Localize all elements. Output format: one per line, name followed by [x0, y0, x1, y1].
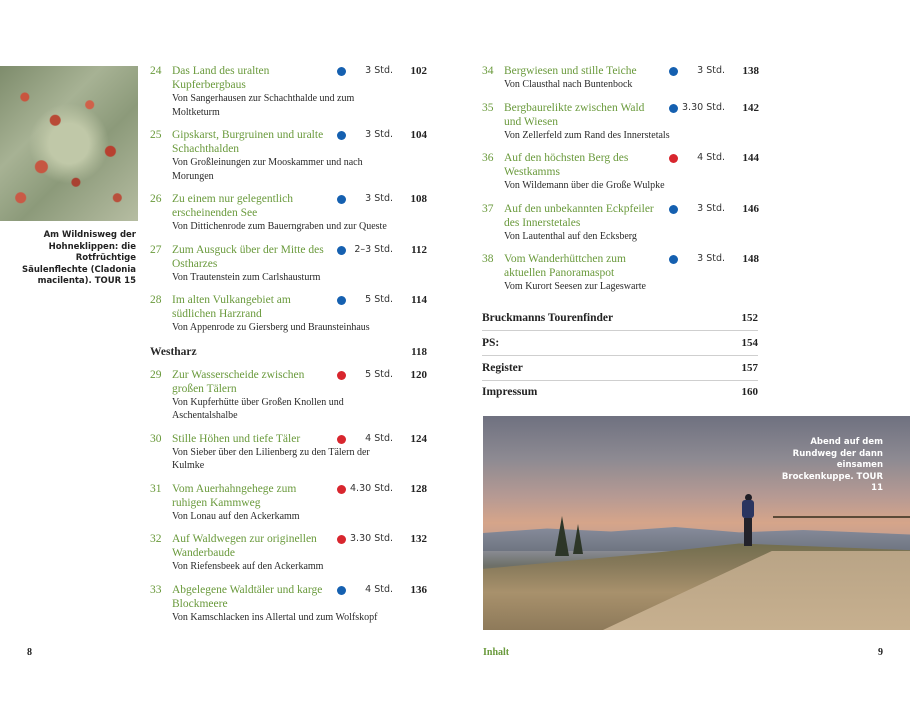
divider — [482, 330, 758, 331]
difficulty-dot-icon — [337, 296, 346, 305]
appendix-label: Impressum — [482, 386, 538, 398]
sunset-photo-caption: Abend auf dem Rundweg der dann einsamen Brockenkuppe. TOUR 11 — [781, 437, 883, 493]
tour-title[interactable]: Abgelegene Waldtäler und karge Blockmeere — [172, 583, 323, 610]
tour-duration: 5 Std. — [365, 294, 393, 305]
toc-list-right — [482, 64, 764, 303]
wooden-fence — [773, 516, 910, 532]
tour-number: 27 — [150, 243, 162, 256]
toc-entry-26[interactable] — [150, 192, 432, 234]
tour-route: Von Clausthal nach Buntenbock — [504, 79, 633, 90]
page-folio-right: 9 — [878, 647, 883, 658]
tour-page: 136 — [410, 583, 427, 596]
tour-route: Von Sangerhausen zur Schachthalde und zum Moltketurm — [172, 93, 355, 118]
running-head: Inhalt — [483, 647, 510, 658]
section-heading-westharz[interactable] — [150, 344, 432, 360]
toc-entry-25[interactable] — [150, 128, 432, 183]
hiker-figure — [741, 494, 755, 546]
difficulty-dot-icon — [669, 67, 678, 76]
tour-duration: 3 Std. — [697, 65, 725, 76]
toc-entry-32[interactable] — [150, 532, 432, 574]
tour-route: Von Trautenstein zum Carlshausturm — [172, 271, 321, 283]
hiker-backpack — [742, 500, 754, 518]
tour-duration: 2–3 Std. — [354, 243, 393, 255]
appendix-label: PS: — [482, 337, 500, 349]
tour-duration: 3 Std. — [697, 253, 725, 264]
appendix-register[interactable] — [482, 359, 758, 377]
difficulty-dot-icon — [337, 485, 346, 494]
appendix-page: 154 — [741, 337, 758, 349]
tour-title[interactable]: Das Land des uralten Kupferbergbaus — [172, 65, 270, 91]
tour-duration: 4 Std. — [365, 583, 393, 595]
tour-route: Von Lautenthal auf den Ecksberg — [504, 230, 637, 242]
difficulty-dot-icon — [337, 535, 346, 544]
divider — [482, 380, 758, 381]
toc-entry-36[interactable] — [482, 151, 764, 193]
difficulty-dot-icon — [337, 246, 346, 255]
tour-number: 34 — [482, 65, 494, 77]
page-folio-left: 8 — [27, 647, 32, 658]
tour-page: 142 — [742, 101, 759, 114]
difficulty-dot-icon — [337, 586, 346, 595]
tour-page: 112 — [411, 243, 427, 256]
tour-number: 32 — [150, 533, 162, 545]
difficulty-dot-icon — [337, 67, 346, 76]
tour-route: Von Riefensbeek auf den Ackerkamm — [172, 561, 324, 572]
toc-entry-30[interactable] — [150, 432, 432, 473]
toc-entry-33[interactable] — [150, 583, 432, 625]
tour-page: 108 — [410, 193, 427, 205]
lichen-photo — [0, 66, 138, 221]
tour-page: 104 — [410, 129, 427, 141]
tour-duration: 4 Std. — [365, 432, 393, 444]
tour-number: 38 — [482, 253, 494, 265]
tour-number: 36 — [482, 152, 494, 164]
tour-page: 114 — [411, 294, 427, 306]
tour-page: 138 — [742, 65, 759, 77]
tour-route: Von Kupferhütte über Großen Knollen und Aschentalshalbe — [172, 396, 344, 421]
tour-title[interactable]: Im alten Vulkangebiet am südlichen Harzrand — [172, 294, 291, 320]
tour-page: 144 — [742, 152, 759, 164]
toc-entry-37[interactable] — [482, 202, 764, 244]
tour-page: 132 — [410, 533, 427, 545]
tour-number: 25 — [150, 129, 162, 141]
tour-duration: 4.30 Std. — [350, 482, 393, 494]
difficulty-dot-icon — [337, 371, 346, 380]
tour-duration: 3.30 Std. — [350, 533, 393, 544]
difficulty-dot-icon — [669, 104, 678, 113]
appendix-label: Bruckmanns Tourenfinder — [482, 312, 614, 324]
tour-title[interactable]: Zu einem nur gelegentlich erscheinenden See — [172, 193, 294, 219]
tour-number: 31 — [150, 482, 162, 495]
difficulty-dot-icon — [337, 131, 346, 140]
appendix-label: Register — [482, 362, 523, 374]
tour-number: 29 — [150, 368, 162, 381]
tour-route: Von Zellerfeld zum Rand des Innerstetals — [504, 129, 670, 141]
toc-entry-38[interactable] — [482, 252, 764, 294]
section-page: 118 — [411, 345, 427, 358]
tour-route: Von Sieber über den Lilienberg zu den Tälern der Kulmke — [172, 446, 370, 471]
tour-route: Von Großleinungen zur Mooskammer und nach Morungen — [172, 157, 363, 182]
tour-title[interactable]: Auf den höchsten Berg des Westkamms — [504, 152, 629, 178]
toc-entry-31[interactable] — [150, 482, 432, 524]
appendix-impressum[interactable] — [482, 383, 758, 401]
tour-title[interactable]: Auf Waldwegen zur originellen Wanderbaude — [172, 533, 317, 559]
toc-entry-29[interactable] — [150, 368, 432, 423]
tour-route: Vom Kurort Seesen zur Lageswarte — [504, 281, 646, 292]
tour-title[interactable]: Bergwiesen und stille Teiche — [504, 65, 637, 77]
tour-title[interactable]: Vom Wanderhüttchen zum aktuellen Panoramaspot — [504, 253, 626, 279]
difficulty-dot-icon — [337, 435, 346, 444]
tour-number: 37 — [482, 202, 494, 215]
appendix-tourenfinder[interactable] — [482, 309, 758, 327]
tour-title[interactable]: Bergbaurelikte zwischen Wald und Wiesen — [504, 101, 645, 128]
tour-duration: 3.30 Std. — [682, 101, 725, 113]
tour-page: 102 — [410, 65, 427, 77]
lichen-photo-caption: Am Wildnisweg der Hohneklippen: die Rotfrüchtige Säulenflechte (Cladonia macilenta). TOUR 15 — [22, 230, 136, 286]
toc-entry-27[interactable] — [150, 243, 432, 285]
difficulty-dot-icon — [337, 195, 346, 204]
tour-duration: 3 Std. — [365, 129, 393, 140]
tour-title[interactable]: Gipskarst, Burgruinen und uralte Schachthalden — [172, 129, 324, 155]
tour-page: 128 — [410, 482, 427, 495]
tour-page: 148 — [742, 253, 759, 265]
tour-title[interactable]: Stille Höhen und tiefe Täler — [172, 432, 301, 445]
difficulty-dot-icon — [669, 154, 678, 163]
tour-title[interactable]: Auf den unbekannten Eckpfeiler des Innerstetales — [504, 202, 654, 229]
difficulty-dot-icon — [669, 255, 678, 264]
tour-title[interactable]: Vom Auerhahngehege zum ruhigen Kammweg — [172, 482, 297, 509]
tour-title[interactable]: Zur Wasserscheide zwischen großen Tälern — [172, 368, 305, 395]
appendix-ps[interactable] — [482, 334, 758, 352]
tour-duration: 3 Std. — [697, 202, 725, 214]
section-label: Westharz — [150, 345, 197, 358]
tour-duration: 5 Std. — [365, 368, 393, 380]
tour-number: 35 — [482, 101, 494, 114]
tour-duration: 4 Std. — [697, 152, 725, 163]
tour-number: 33 — [150, 583, 162, 596]
toc-entry-35[interactable] — [482, 101, 764, 143]
tour-number: 26 — [150, 193, 162, 205]
tour-page: 146 — [742, 202, 759, 215]
toc-list-left — [150, 64, 432, 633]
appendix-page: 160 — [741, 386, 758, 398]
difficulty-dot-icon — [669, 205, 678, 214]
tour-number: 30 — [150, 432, 162, 445]
tour-title[interactable]: Zum Ausguck über der Mitte des Ostharzes — [172, 243, 324, 270]
tour-page: 120 — [410, 368, 427, 381]
tour-route: Von Appenrode zu Giersberg und Braunsteinhaus — [172, 322, 370, 333]
appendix-page: 152 — [741, 312, 758, 324]
toc-entry-28[interactable] — [150, 293, 432, 335]
tour-route: Von Wildemann über die Große Wulpke — [504, 180, 665, 191]
tour-number: 24 — [150, 65, 162, 77]
tour-duration: 3 Std. — [365, 193, 393, 204]
tour-route: Von Kamschlacken ins Allertal und zum Wolfskopf — [172, 611, 378, 623]
toc-entry-34[interactable] — [482, 64, 764, 92]
hiker-legs — [744, 518, 752, 546]
divider — [482, 355, 758, 356]
tour-duration: 3 Std. — [365, 65, 393, 76]
appendix-page: 157 — [741, 362, 758, 374]
toc-entry-24[interactable] — [150, 64, 432, 119]
tour-number: 28 — [150, 294, 162, 306]
tour-page: 124 — [410, 432, 427, 445]
tour-route: Von Lonau auf den Ackerkamm — [172, 510, 300, 522]
tour-route: Von Dittichenrode zum Bauerngraben und zur Queste — [172, 221, 387, 232]
